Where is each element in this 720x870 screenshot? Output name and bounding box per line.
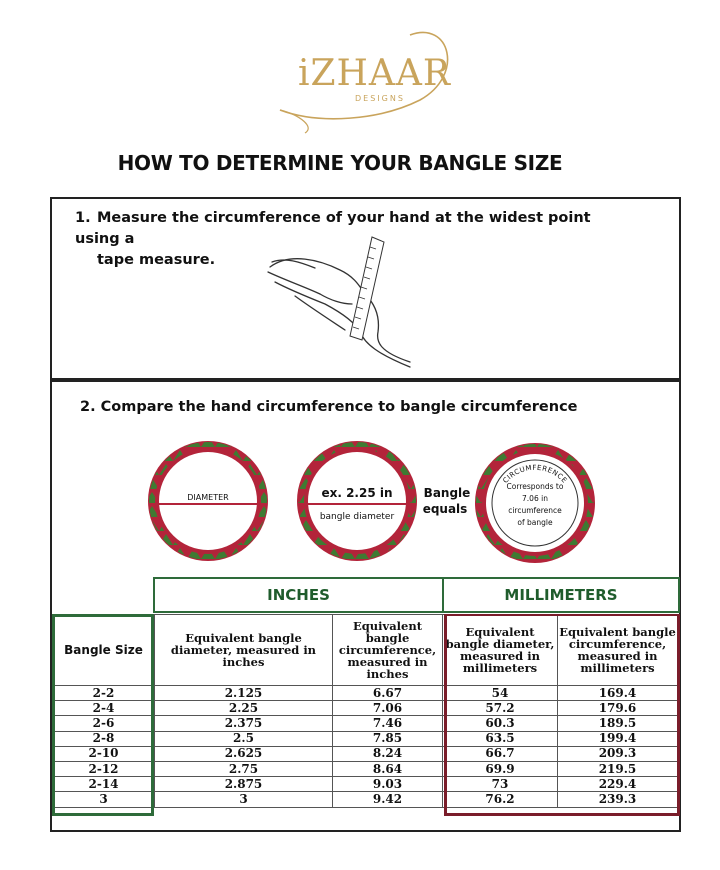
cell-in-circumference: 6.67: [333, 686, 443, 701]
cell-in-circumference: 7.85: [333, 731, 443, 746]
cell-size: 2-8: [53, 731, 155, 746]
cell-mm-circumference: 209.3: [558, 746, 678, 761]
cell-mm-circumference: 179.6: [558, 701, 678, 716]
bangle-size-example: [297, 441, 417, 561]
brand-tagline: DESIGNS: [355, 94, 405, 103]
diameter-label: DIAMETER: [187, 493, 229, 502]
header-mm-diameter: Equivalent bangle diameter, measured in millimeters: [443, 615, 558, 686]
header-inch-diameter: Equivalent bangle diameter, measured in inches: [155, 615, 333, 686]
cell-in-diameter: 2.5: [155, 731, 333, 746]
equals-line2: equals: [422, 502, 468, 516]
cell-size: 3: [53, 792, 155, 807]
cell-mm-diameter: 57.2: [443, 701, 558, 716]
header-bangle-size: Bangle Size: [53, 615, 155, 686]
example-diameter-caption: bangle diameter: [319, 512, 395, 522]
millimeters-group-header: MILLIMETERS: [444, 577, 680, 613]
bangle-circumference-example: [475, 443, 595, 563]
cell-mm-diameter: 66.7: [443, 746, 558, 761]
step1-line1: Measure the circumference of your hand at the widest point using a: [75, 210, 591, 247]
circ-line-3: circumference: [508, 506, 562, 515]
cell-mm-circumference: 239.3: [558, 792, 678, 807]
cell-mm-circumference: 169.4: [558, 686, 678, 701]
cell-mm-circumference: 199.4: [558, 731, 678, 746]
cell-mm-diameter: 73: [443, 777, 558, 792]
bangle-diagram: [145, 433, 605, 573]
hand-measuring-illustration: [260, 232, 420, 372]
cell-in-diameter: 2.375: [155, 716, 333, 731]
cell-size: 2-12: [53, 761, 155, 776]
cell-in-circumference: 7.46: [333, 716, 443, 731]
cell-in-diameter: 2.25: [155, 701, 333, 716]
step2-instruction: 2. Compare the hand circumference to bangle circumference: [80, 399, 578, 415]
brand-name: iZHAAR: [298, 53, 452, 94]
cell-mm-diameter: 63.5: [443, 731, 558, 746]
page-title: HOW TO DETERMINE YOUR BANGLE SIZE: [117, 151, 563, 175]
step1-line2: tape measure.: [97, 252, 216, 268]
cell-size: 2-14: [53, 777, 155, 792]
step1-number: 1.: [75, 210, 91, 226]
cell-in-circumference: 8.64: [333, 761, 443, 776]
cell-in-diameter: 2.125: [155, 686, 333, 701]
header-mm-circumference: Equivalent bangle circumference, measured in millimeters: [558, 615, 678, 686]
cell-size: 2-6: [53, 716, 155, 731]
cell-size: 2-10: [53, 746, 155, 761]
cell-mm-circumference: 189.5: [558, 716, 678, 731]
cell-mm-diameter: 60.3: [443, 716, 558, 731]
example-diameter-value: ex. 2.25 in: [321, 486, 393, 500]
cell-in-circumference: 7.06: [333, 701, 443, 716]
circ-line-1: Corresponds to: [506, 482, 564, 491]
cell-size: 2-4: [53, 701, 155, 716]
size-column-frame: [52, 614, 154, 816]
cell-size: 2-2: [53, 686, 155, 701]
cell-mm-diameter: 76.2: [443, 792, 558, 807]
circ-line-4: of bangle: [517, 518, 553, 527]
cell-mm-circumference: 229.4: [558, 777, 678, 792]
cell-mm-diameter: 69.9: [443, 761, 558, 776]
cell-mm-diameter: 54: [443, 686, 558, 701]
millimeter-columns-frame: [444, 614, 680, 816]
brand-logo: [260, 15, 460, 135]
cell-in-diameter: 2.75: [155, 761, 333, 776]
header-inch-circumference: Equivalent bangle circumference, measured in inches: [333, 615, 443, 686]
cell-in-diameter: 2.625: [155, 746, 333, 761]
inches-group-header: INCHES: [153, 577, 444, 613]
cell-in-diameter: 2.875: [155, 777, 333, 792]
cell-in-circumference: 9.42: [333, 792, 443, 807]
equals-line1: Bangle: [423, 486, 471, 500]
cell-mm-circumference: 219.5: [558, 761, 678, 776]
cell-in-diameter: 3: [155, 792, 333, 807]
cell-in-circumference: 8.24: [333, 746, 443, 761]
circumference-arc-label: CIRCUMFERENCE: [501, 463, 569, 485]
bangle-diameter-example: [148, 441, 268, 561]
cell-in-circumference: 9.03: [333, 777, 443, 792]
circ-line-2: 7.06 in: [522, 494, 548, 503]
